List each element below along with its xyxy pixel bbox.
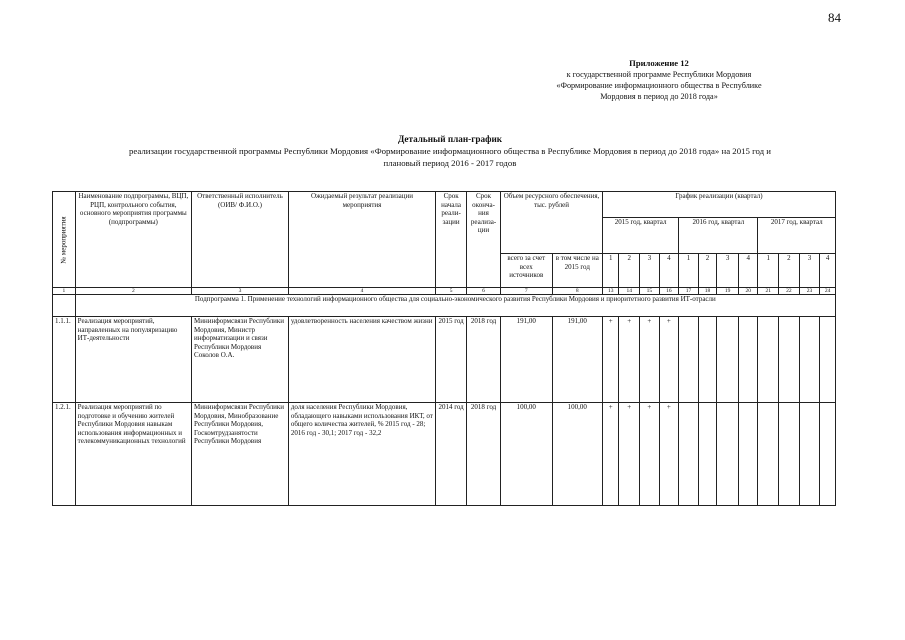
column-number: 6 (467, 288, 501, 295)
column-number: 16 (659, 288, 679, 295)
column-number: 23 (799, 288, 820, 295)
quarter-mark (698, 403, 717, 506)
quarter-mark (820, 317, 836, 403)
header-quarter: 1 (679, 254, 699, 288)
quarter-mark (820, 403, 836, 506)
quarter-mark (738, 317, 758, 403)
quarter-mark (779, 403, 800, 506)
column-number: 8 (552, 288, 602, 295)
row-total: 191,00 (501, 317, 553, 403)
row-name: Реализация мероприятий по подготовке и обучению жителей Республики Мордовия навыкам использования информационных и телекоммуникационных технологий (75, 403, 191, 506)
header-year-2015: 2015 год, квартал (603, 218, 679, 254)
row-2015: 191,00 (552, 317, 602, 403)
document-title-line: реализации государственной программы Республики Мордовия «Формирование информационного общества в Республике Мордовия в период до 2018 года» на 2015 год и (128, 146, 772, 156)
quarter-mark: + (619, 317, 640, 403)
header-quarter: 4 (820, 254, 836, 288)
column-number: 19 (717, 288, 739, 295)
quarter-mark: + (603, 317, 619, 403)
row-name: Реализация мероприятий, направленных на популяризацию ИТ-деятельности (75, 317, 191, 403)
appendix-title: Приложение 12 (629, 58, 689, 68)
header-quarter: 4 (659, 254, 679, 288)
header-year-2017: 2017 год, квартал (758, 218, 836, 254)
quarter-mark: + (640, 403, 660, 506)
header-quarter: 3 (799, 254, 820, 288)
document-title-line: плановый период 2016 - 2017 годов (383, 158, 517, 168)
column-number: 15 (640, 288, 660, 295)
column-number: 13 (603, 288, 619, 295)
header-volume-total: всего за счет всех источников (501, 254, 553, 288)
header-end: Срок оконча-ния реализа-ции (467, 192, 501, 288)
header-volume: Объем ресурсного обеспечения, тыс. рублей (501, 192, 603, 254)
quarter-mark (717, 317, 739, 403)
quarter-mark: + (659, 317, 679, 403)
quarter-mark (717, 403, 739, 506)
header-quarter: 3 (640, 254, 660, 288)
header-quarter: 2 (698, 254, 717, 288)
quarter-mark (758, 403, 779, 506)
row-end: 2018 год (467, 317, 501, 403)
header-quarter: 1 (603, 254, 619, 288)
table-row (53, 403, 836, 506)
row-number: 1.1.1. (53, 317, 76, 403)
column-number: 21 (758, 288, 779, 295)
table-row (53, 317, 836, 403)
quarter-mark (679, 403, 699, 506)
column-number: 17 (679, 288, 699, 295)
quarter-mark (738, 403, 758, 506)
document-title (60, 133, 840, 169)
quarter-mark (698, 317, 717, 403)
row-end: 2018 год (467, 403, 501, 506)
row-responsible: Мининформсвязи Республики Мордовия, Минобразование Республики Мордовия, Госкомтрудзанятости Республики Мордовия (192, 403, 289, 506)
row-2015: 100,00 (552, 403, 602, 506)
quarter-mark: + (603, 403, 619, 506)
column-number: 14 (619, 288, 640, 295)
header-quarter: 2 (619, 254, 640, 288)
quarter-mark (758, 317, 779, 403)
column-number: 7 (501, 288, 553, 295)
subprogram-spacer (53, 295, 76, 317)
header-quarter: 3 (717, 254, 739, 288)
subprogram-title: Подпрограмма 1. Применение технологий информационного общества для социально-экономического развития Республики Мордовия и приоритетного развития ИТ-отрасли (75, 295, 835, 317)
quarter-mark (779, 317, 800, 403)
column-number: 4 (288, 288, 435, 295)
column-number: 5 (436, 288, 467, 295)
header-start: Срок начала реали-зации (436, 192, 467, 288)
column-number: 20 (738, 288, 758, 295)
appendix-line: Мордовия в период до 2018 года» (600, 92, 718, 101)
header-volume-2015: в том числе на 2015 год (552, 254, 602, 288)
header-quarter: 4 (738, 254, 758, 288)
row-number: 1.2.1. (53, 403, 76, 506)
header-schedule: График реализации (квартал) (603, 192, 836, 218)
quarter-mark (799, 317, 820, 403)
row-start: 2014 год (436, 403, 467, 506)
quarter-mark: + (619, 403, 640, 506)
appendix-line: «Формирование информационного общества в Республике (556, 81, 762, 90)
header-name: Наименование подпрограммы, ВЦП, РЦП, контрольного события, основного мероприятия программы (подпрограммы) (75, 192, 191, 288)
row-total: 100,00 (501, 403, 553, 506)
header-quarter: 1 (758, 254, 779, 288)
header-responsible: Ответственный исполнитель (ОИВ/ Ф.И.О.) (192, 192, 289, 288)
quarter-mark (799, 403, 820, 506)
column-number: 18 (698, 288, 717, 295)
plan-table (52, 191, 836, 506)
appendix-line: к государственной программе Республики Мордовия (566, 70, 752, 79)
header-number: № мероприятия (53, 192, 76, 288)
document-title-main: Детальный план-график (397, 134, 503, 144)
header-result: Ожидаемый результат реализации мероприятия (288, 192, 435, 288)
column-number: 3 (192, 288, 289, 295)
column-number: 24 (820, 288, 836, 295)
quarter-mark: + (640, 317, 660, 403)
column-number: 2 (75, 288, 191, 295)
row-result: доля населения Республики Мордовия, обладающего навыками использования ИКТ, от общего количества жителей, % 2015 год - 28; 2016 год - 30,1; 2017 год - 32,2 (288, 403, 435, 506)
page-number: 84 (828, 10, 841, 25)
header-year-2016: 2016 год, квартал (679, 218, 758, 254)
column-number: 1 (53, 288, 76, 295)
row-start: 2015 год (436, 317, 467, 403)
column-number: 22 (779, 288, 800, 295)
appendix-header (499, 58, 819, 102)
header-quarter: 2 (779, 254, 800, 288)
row-result: удовлетворенность населения качеством жизни (288, 317, 435, 403)
quarter-mark (679, 317, 699, 403)
quarter-mark: + (659, 403, 679, 506)
row-responsible: Мининформсвязи Республики Мордовия, Министр информатизации и связи Республики Мордовия Соколов О.А. (192, 317, 289, 403)
